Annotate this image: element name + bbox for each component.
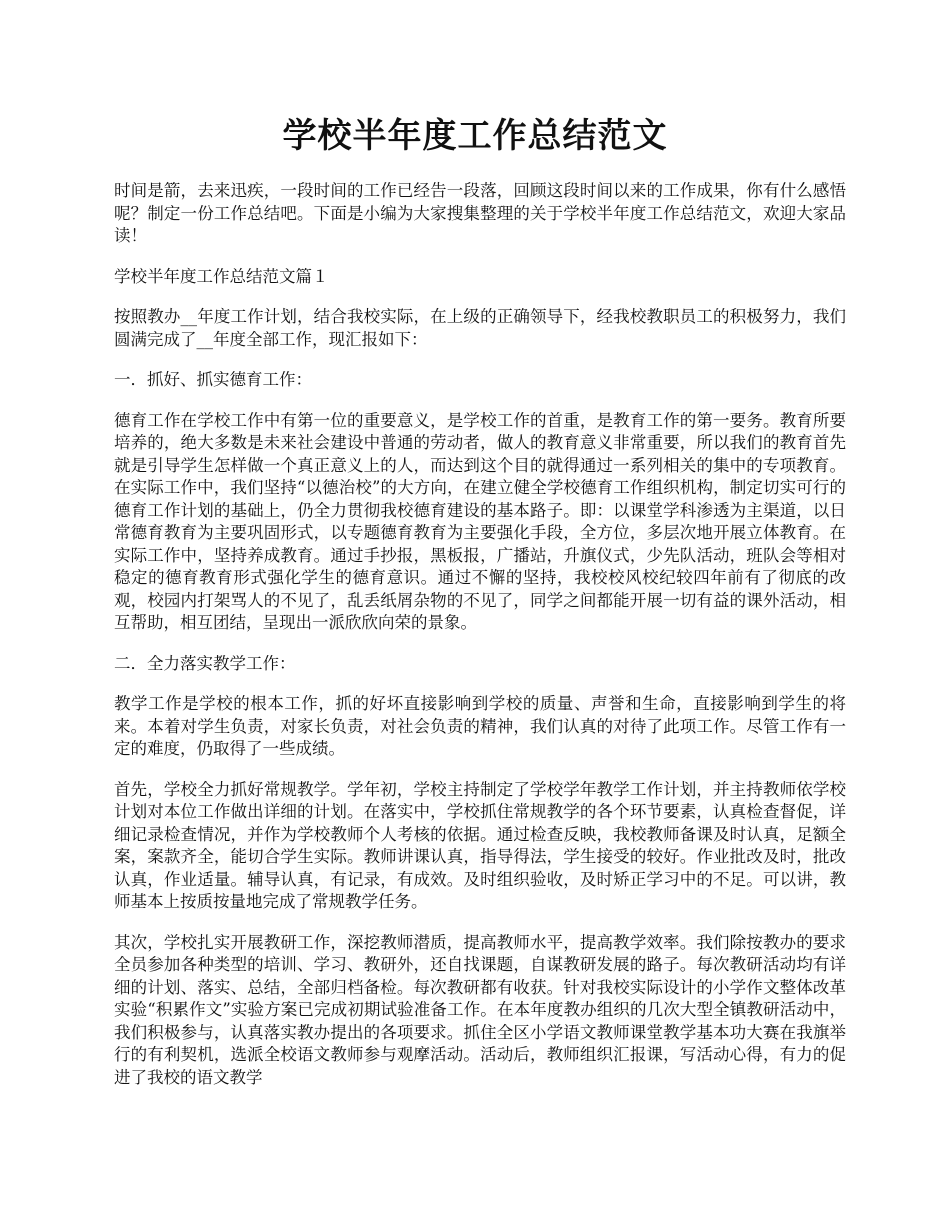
section-title-part-1: 学校半年度工作总结范文篇１ <box>114 266 329 286</box>
heading-teaching-work: 二．全力落实教学工作： <box>114 653 296 673</box>
heading-moral-education: 一．抓好、抓实德育工作： <box>114 370 312 389</box>
teaching-work-paragraph: 教学工作是学校的根本工作，抓的好坏直接影响到学校的质量、声誉和生命，直接影响到学生的将来。本着对学生负责，对家长负责，对社会负责的精神，我们认真的对待了此项工作。尽管工作有一定的难度，仍取得了一些成绩。 <box>114 694 846 758</box>
moral-education-paragraph: 德育工作在学校工作中有第一位的重要意义，是学校工作的首重，是教育工作的第一要务。教育所要培养的，绝大多数是未来社会建设中普通的劳动者，做人的教育意义非常重要，所以我们的教育首先就是引导学生怎样做一个真正意义上的人，而达到这个目的就得通过一系列相关的集中的专项教育。在实际工作中，我们坚持“以德治校”的大方向，在建立健全学校德育工作组织机构，制定切实可行的德育工作计划的基础上，仍全力贯彻我校德育建设的基本路子。即：以课堂学科渗透为主渠道，以日常德育教育为主要巩固形式，以专题德育教育为主要强化手段，全方位，多层次地开展立体教育。在实际工作中，坚持养成教育。通过手抄报，黑板报，广播站，升旗仪式，少先队活动，班队会等相对稳定的德育教育形式强化学生的德育意识。通过不懈的坚持，我校校风校纪较四年前有了彻底的改观，校园内打架骂人的不见了，乱丢纸屑杂物的不见了，同学之间都能开展一切有益的课外活动，相互帮助，相互团结，呈现出一派欣欣向荣的景象。 <box>114 410 846 632</box>
document-body <box>114 180 846 1107</box>
intro-paragraph: 时间是箭，去来迅疾，一段时间的工作已经告一段落，回顾这段时间以来的工作成果，你有什么感悟呢？制定一份工作总结吧。下面是小编为大家搜集整理的关于学校半年度工作总结范文，欢迎大家品读！ <box>114 181 846 245</box>
routine-teaching-paragraph: 首先，学校全力抓好常规教学。学年初，学校主持制定了学校学年教学工作计划，并主持教师依学校计划对本位工作做出详细的计划。在落实中，学校抓住常规教学的各个环节要素，认真检查督促，详细记录检查情况，并作为学校教师个人考核的依据。通过检查反映，我校教师备课及时认真，足额全案，案款齐全，能切合学生实际。教师讲课认真，指导得法，学生接受的较好。作业批改及时，批改认真，作业适量。辅导认真，有记录，有成效。及时组织验收，及时矫正学习中的不足。可以讲，教师基本上按质按量地完成了常规教学任务。 <box>114 779 846 911</box>
overview-paragraph: 按照教办__年度工作计划，结合我校实际，在上级的正确领导下，经我校教职员工的积极努力，我们圆满完成了__年度全部工作，现汇报如下： <box>114 307 846 349</box>
teaching-research-paragraph: 其次，学校扎实开展教研工作，深挖教师潜质，提高教师水平，提高教学效率。我们除按教办的要求全员参加各种类型的培训、学习、教研外，还自找课题，自谋教研发展的路子。每次教研活动均有详细的计划、落实、总结，全部归档备检。每次教研都有收获。针对我校实际设计的小学作文整体改革实验“积累作文”实验方案已完成初期试验准备工作。在本年度教办组织的几次大型全镇教研活动中，我们积极参与，认真落实教办提出的各项要求。抓住全区小学语文教师课堂教学基本功大赛在我旗举行的有利契机，选派全校语文教师参与观摩活动。活动后，教师组织汇报课，写活动心得，有力的促进了我校的语文教学 <box>114 932 846 1087</box>
document-title: 学校半年度工作总结范文 <box>282 116 668 156</box>
